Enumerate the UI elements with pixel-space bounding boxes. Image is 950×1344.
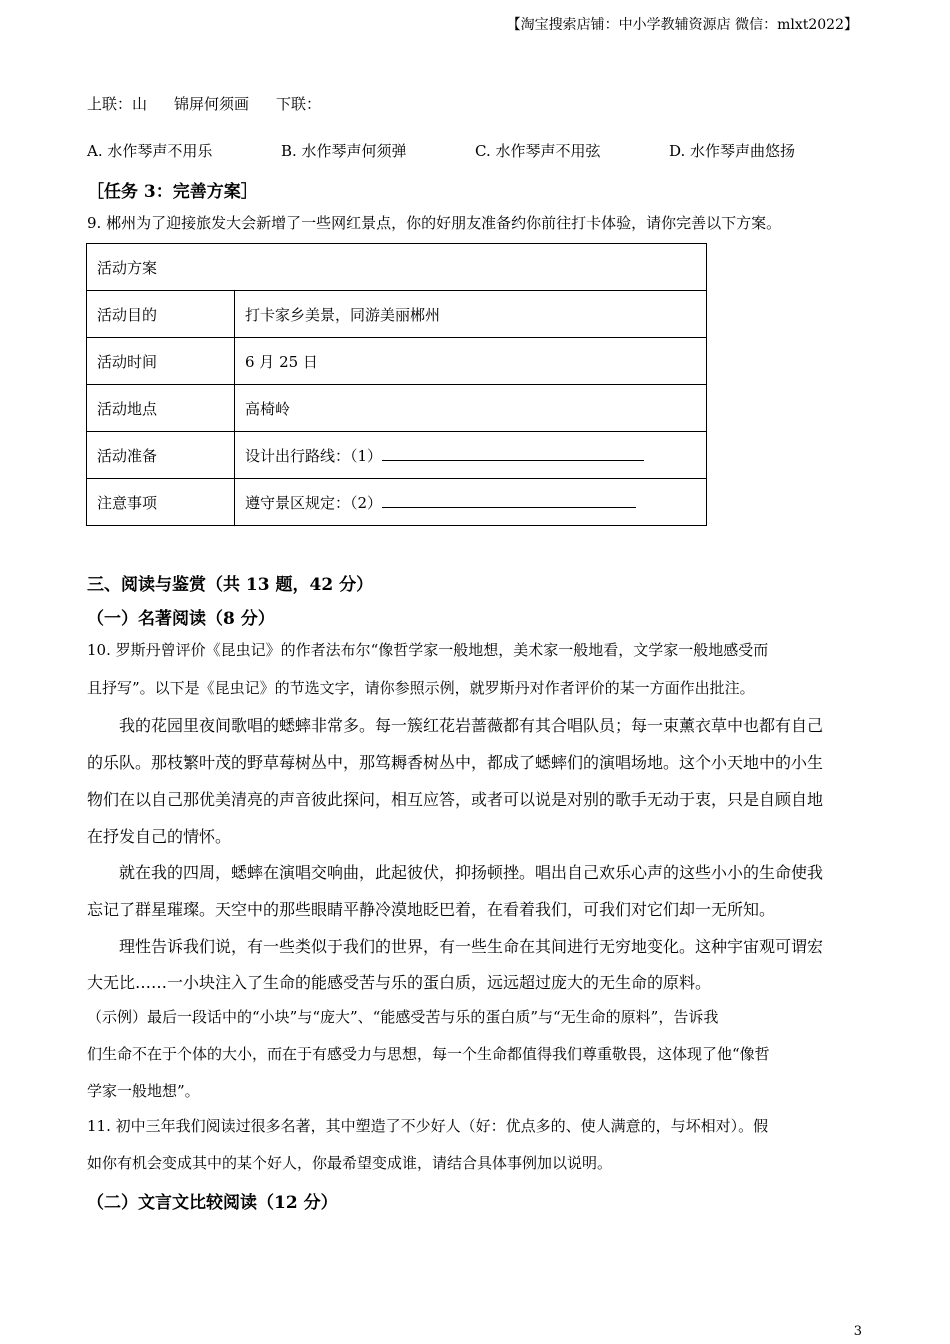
option-a: A. 水作琴声不用乐 (87, 142, 213, 160)
table-row (87, 338, 707, 385)
table-row (87, 291, 707, 338)
plan-value: 设计出行路线：（1） (245, 446, 383, 465)
page-header: 【淘宝搜索店铺：中小学教辅资源店 微信：mlxt2022】 (506, 17, 858, 33)
plan-value: 打卡家乡美景，同游美丽郴州 (235, 291, 707, 338)
option-b: B. 水作琴声何须弹 (281, 142, 407, 160)
table-row (87, 432, 707, 479)
plan-value: 高椅岭 (235, 385, 707, 432)
plan-value-cell (235, 479, 707, 526)
plan-label: 注意事项 (87, 479, 235, 526)
option-c: C. 水作琴声不用弦 (475, 142, 601, 160)
question-11-line: 11. 初中三年我们阅读过很多名著，其中塑造了不少好人（好：优点多的、使人满意的，与坏相对）。假 (87, 1117, 769, 1135)
excerpt-line: 我的花园里夜间歌唱的蟋蟀非常多。每一簇红花岩蔷薇都有其合唱队员；每一束薰衣草中也都有自己 (119, 716, 824, 735)
excerpt-line: 在抒发自己的情怀。 (87, 827, 232, 846)
couplet-middle: 锦屏何须画 (174, 95, 250, 113)
plan-label: 活动目的 (87, 291, 235, 338)
activity-plan-table (86, 243, 707, 526)
table-row (87, 479, 707, 526)
plan-title: 活动方案 (87, 244, 707, 291)
subsection-1-heading: （一）名著阅读（8 分） (87, 609, 275, 629)
subsection-2-heading: （二）文言文比较阅读（12 分） (87, 1193, 338, 1213)
table-row (87, 244, 707, 291)
example-line: 学家一般地想”。 (87, 1082, 200, 1100)
excerpt-line: 就在我的四周，蟋蟀在演唱交响曲，此起彼伏，抑扬顿挫。唱出自己欢乐心声的这些小小的生命使我 (119, 863, 824, 882)
answer-blank-1[interactable] (382, 446, 644, 461)
plan-label: 活动准备 (87, 432, 235, 479)
example-line: 们生命不在于个体的大小，而在于有感受力与思想，每一个生命都值得我们尊重敬畏，这体现了他“像哲 (87, 1045, 770, 1063)
question-9: 9. 郴州为了迎接旅发大会新增了一些网红景点，你的好朋友准备约你前往打卡体验，请你完善以下方案。 (87, 214, 782, 232)
table-row (87, 385, 707, 432)
excerpt-line: 理性告诉我们说，有一些类似于我们的世界，有一些生命在其间进行无穷地变化。这种宇宙观可谓宏 (119, 937, 824, 956)
plan-value: 遵守景区规定：（2） (245, 493, 383, 512)
plan-value: 6 月 25 日 (235, 338, 707, 385)
plan-label: 活动地点 (87, 385, 235, 432)
plan-value-cell (235, 432, 707, 479)
option-d: D. 水作琴声曲悠扬 (669, 142, 796, 160)
section-3-heading: 三、阅读与鉴赏（共 13 题，42 分） (87, 575, 374, 595)
excerpt-line: 物们在以自己那优美清亮的声音彼此探问，相互应答，或者可以说是对别的歌手无动于衷，只是自顾自地 (87, 790, 824, 809)
couplet-lower: 下联： (276, 95, 322, 113)
couplet-prefix: 上联：山 (87, 95, 148, 113)
task3-heading: ［任务 3：完善方案］ (87, 182, 258, 202)
plan-label: 活动时间 (87, 338, 235, 385)
page-number: 3 (853, 1324, 862, 1339)
answer-blank-2[interactable] (382, 493, 636, 508)
excerpt-line: 忘记了群星璀璨。天空中的那些眼睛平静冷漠地眨巴着，在看着我们，可我们对它们却一无所知。 (87, 900, 776, 919)
question-10-line: 10. 罗斯丹曾评价《昆虫记》的作者法布尔“像哲学家一般地想，美术家一般地看，文学家一般地感受而 (87, 641, 769, 659)
example-line: （示例）最后一段话中的“小块”与“庞大”、“能感受苦与乐的蛋白质”与“无生命的原料”，告诉我 (87, 1008, 719, 1026)
excerpt-line: 大无比……一小块注入了生命的能感受苦与乐的蛋白质，远远超过庞大的无生命的原料。 (87, 973, 712, 992)
question-11-line: 如你有机会变成其中的某个好人，你最希望变成谁，请结合具体事例加以说明。 (87, 1154, 613, 1172)
excerpt-line: 的乐队。那枝繁叶茂的野草莓树丛中，那笃耨香树丛中，都成了蟋蟀们的演唱场地。这个小天地中的小生 (87, 753, 824, 772)
question-10-line: 且抒写”。以下是《昆虫记》的节选文字，请你参照示例，就罗斯丹对作者评价的某一方面作出批注。 (87, 679, 755, 697)
